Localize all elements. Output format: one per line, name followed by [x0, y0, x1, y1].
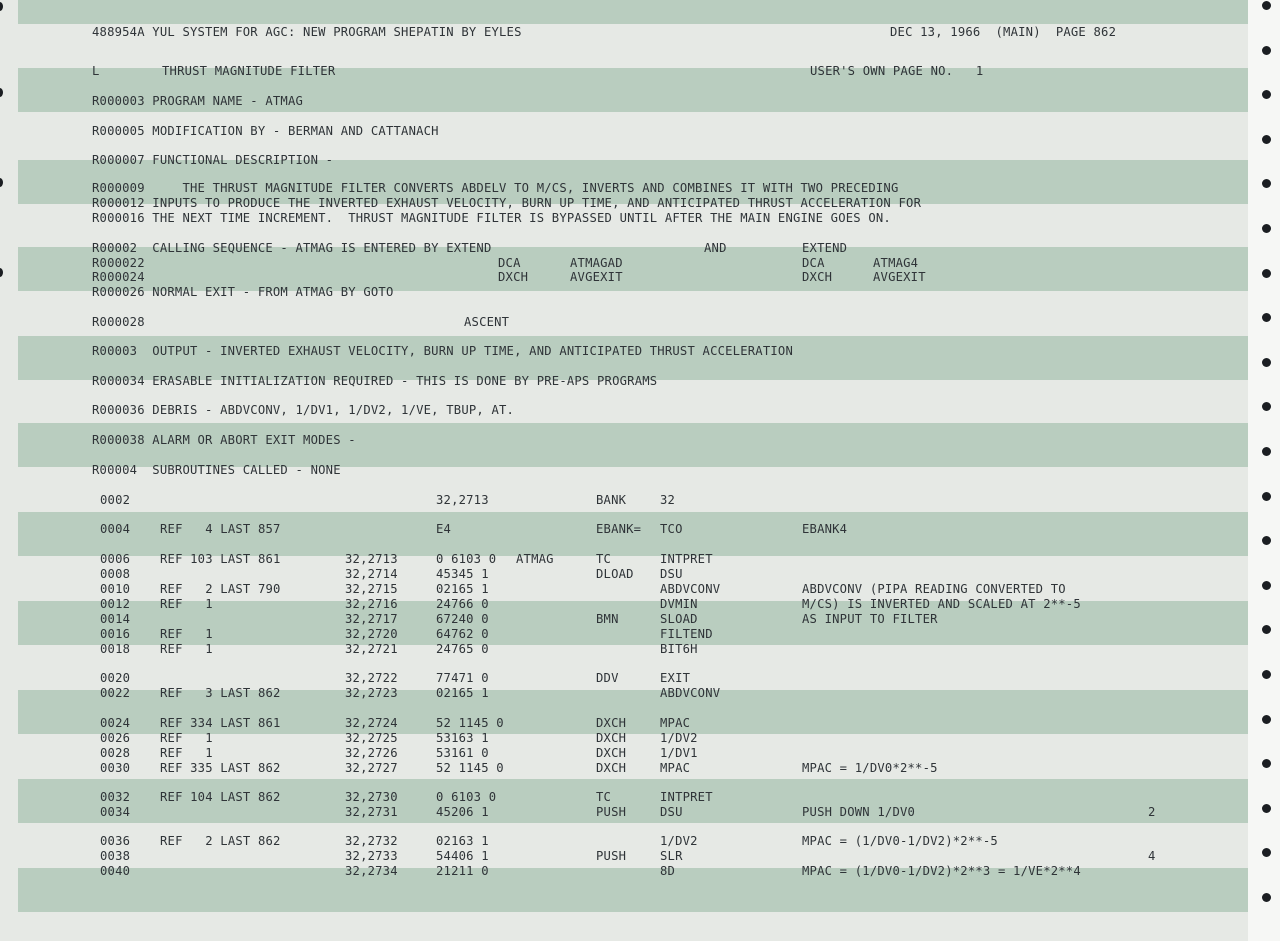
- code-word: 45206 1: [436, 805, 489, 819]
- code-comment: M/CS) IS INVERTED AND SCALED AT 2**-5: [802, 597, 1081, 611]
- tractor-hole: [1262, 358, 1271, 367]
- code-line: 0020: [100, 671, 131, 685]
- code-word: 32,2713: [436, 493, 489, 507]
- comment-line: R000012 INPUTS TO PRODUCE THE INVERTED EXHAUST VELOCITY, BURN UP TIME, AND ANTICIPATED THRUST ACCELERATION FOR: [92, 196, 922, 210]
- code-addr: 32,2731: [345, 805, 398, 819]
- comment-line: R000009 THE THRUST MAGNITUDE FILTER CONVERTS ABDELV TO M/CS, INVERTS AND COMBINES IT WITH TWO PRECEDING: [92, 181, 899, 195]
- code-line: 0040: [100, 864, 131, 878]
- code-line: 0018: [100, 642, 131, 656]
- code-addr: 32,2723: [345, 686, 398, 700]
- code-ref: REF 2 LAST 862: [160, 834, 281, 848]
- code-op: DXCH: [596, 761, 627, 775]
- calling-op: EXTEND: [802, 241, 848, 255]
- code-word: 52 1145 0: [436, 716, 504, 730]
- tractor-hole: [0, 178, 3, 187]
- code-word: 02165 1: [436, 582, 489, 596]
- code-ref: REF 1: [160, 746, 213, 760]
- code-operand: DVMIN: [660, 597, 698, 611]
- comment-line: R00003 OUTPUT - INVERTED EXHAUST VELOCITY, BURN UP TIME, AND ANTICIPATED THRUST ACCELERATION: [92, 344, 793, 358]
- calling-arg: ATMAG4: [873, 256, 919, 270]
- comment-line: R000036 DEBRIS - ABDVCONV, 1/DV1, 1/DV2, 1/VE, TBUP, AT.: [92, 403, 515, 417]
- code-line: 0004: [100, 522, 131, 536]
- section-title: THRUST MAGNITUDE FILTER: [162, 64, 336, 78]
- code-op: DXCH: [596, 716, 627, 730]
- tractor-hole: [1262, 269, 1271, 278]
- code-operand: SLOAD: [660, 612, 698, 626]
- calling-arg: AVGEXIT: [570, 270, 623, 284]
- comment-line: R00002 CALLING SEQUENCE - ATMAG IS ENTERED BY EXTEND: [92, 241, 492, 255]
- code-word: 24766 0: [436, 597, 489, 611]
- code-addr: 32,2727: [345, 761, 398, 775]
- code-ref: REF 2 LAST 790: [160, 582, 281, 596]
- tractor-hole: [1262, 715, 1271, 724]
- code-op: DDV: [596, 671, 619, 685]
- code-line: 0002: [100, 493, 131, 507]
- code-operand: ABDVCONV: [660, 582, 721, 596]
- code-operand: FILTEND: [660, 627, 713, 641]
- section-mark: L: [92, 64, 100, 78]
- code-word: 0 6103 0: [436, 552, 497, 566]
- code-ref: REF 1: [160, 731, 213, 745]
- code-addr: 32,2720: [345, 627, 398, 641]
- code-ref: REF 1: [160, 627, 213, 641]
- code-line: 0012: [100, 597, 131, 611]
- tractor-hole: [1262, 804, 1271, 813]
- code-op: DLOAD: [596, 567, 634, 581]
- calling-and: AND: [704, 241, 727, 255]
- tractor-hole: [1262, 1, 1271, 10]
- comment-line: R000016 THE NEXT TIME INCREMENT. THRUST MAGNITUDE FILTER IS BYPASSED UNTIL AFTER THE MAIN ENGINE GOES ON.: [92, 211, 891, 225]
- code-operand: 1/DV1: [660, 746, 698, 760]
- code-operand: MPAC: [660, 761, 691, 775]
- code-word: 54406 1: [436, 849, 489, 863]
- code-word: 0 6103 0: [436, 790, 497, 804]
- code-op: BMN: [596, 612, 619, 626]
- code-label: ATMAG: [516, 552, 554, 566]
- code-word: 24765 0: [436, 642, 489, 656]
- code-word: E4: [436, 522, 452, 536]
- code-word: 52 1145 0: [436, 761, 504, 775]
- code-line: 0034: [100, 805, 131, 819]
- code-addr: 32,2726: [345, 746, 398, 760]
- code-operand: 8D: [660, 864, 676, 878]
- code-word: 53163 1: [436, 731, 489, 745]
- code-ref: REF 4 LAST 857: [160, 522, 281, 536]
- calling-arg: AVGEXIT: [873, 270, 926, 284]
- header-date-page: DEC 13, 1966 (MAIN) PAGE 862: [890, 25, 1117, 39]
- code-line: 0032: [100, 790, 131, 804]
- code-op: EBANK=: [596, 522, 642, 536]
- code-line: 0006: [100, 552, 131, 566]
- code-operand: EXIT: [660, 671, 691, 685]
- code-line: 0028: [100, 746, 131, 760]
- code-ref: REF 103 LAST 861: [160, 552, 281, 566]
- code-op: PUSH: [596, 849, 627, 863]
- comment-line: R00004 SUBROUTINES CALLED - NONE: [92, 463, 341, 477]
- code-addr: 32,2733: [345, 849, 398, 863]
- code-margin: 4: [1148, 849, 1156, 863]
- code-word: 02163 1: [436, 834, 489, 848]
- code-line: 0016: [100, 627, 131, 641]
- code-operand: 1/DV2: [660, 834, 698, 848]
- tractor-hole: [1262, 670, 1271, 679]
- code-operand: INTPRET: [660, 552, 713, 566]
- comment-line: R000034 ERASABLE INITIALIZATION REQUIRED - THIS IS DONE BY PRE-APS PROGRAMS: [92, 374, 658, 388]
- code-comment: EBANK4: [802, 522, 848, 536]
- code-word: 45345 1: [436, 567, 489, 581]
- code-ref: REF 3 LAST 862: [160, 686, 281, 700]
- tractor-hole: [0, 2, 3, 11]
- code-margin: 2: [1148, 805, 1156, 819]
- code-ref: REF 334 LAST 861: [160, 716, 281, 730]
- code-operand: ABDVCONV: [660, 686, 721, 700]
- code-op: TC: [596, 552, 612, 566]
- code-operand: TCO: [660, 522, 683, 536]
- code-comment: AS INPUT TO FILTER: [802, 612, 938, 626]
- code-line: 0022: [100, 686, 131, 700]
- code-addr: 32,2725: [345, 731, 398, 745]
- code-addr: 32,2713: [345, 552, 398, 566]
- code-operand: MPAC: [660, 716, 691, 730]
- calling-op: DXCH: [802, 270, 833, 284]
- code-comment: PUSH DOWN 1/DV0: [802, 805, 916, 819]
- code-operand: 1/DV2: [660, 731, 698, 745]
- code-word: 02165 1: [436, 686, 489, 700]
- code-addr: 32,2734: [345, 864, 398, 878]
- code-line: 0030: [100, 761, 131, 775]
- code-ref: REF 335 LAST 862: [160, 761, 281, 775]
- code-addr: 32,2724: [345, 716, 398, 730]
- code-line: 0038: [100, 849, 131, 863]
- tractor-hole: [1262, 581, 1271, 590]
- calling-op: DXCH: [498, 270, 529, 284]
- code-comment: MPAC = 1/DV0*2**-5: [802, 761, 938, 775]
- code-comment: ABDVCONV (PIPA READING CONVERTED TO: [802, 582, 1066, 596]
- code-op: BANK: [596, 493, 627, 507]
- code-op: DXCH: [596, 746, 627, 760]
- code-op: DXCH: [596, 731, 627, 745]
- tractor-hole: [1262, 447, 1271, 456]
- code-addr: 32,2717: [345, 612, 398, 626]
- code-word: 67240 0: [436, 612, 489, 626]
- code-op: PUSH: [596, 805, 627, 819]
- code-line: 0014: [100, 612, 131, 626]
- comment-line: R000026 NORMAL EXIT - FROM ATMAG BY GOTO: [92, 285, 394, 299]
- code-word: 21211 0: [436, 864, 489, 878]
- tractor-hole: [1262, 893, 1271, 902]
- calling-arg: ATMAGAD: [570, 256, 623, 270]
- comment-line: R000022: [92, 256, 145, 270]
- code-op: TC: [596, 790, 612, 804]
- code-addr: 32,2721: [345, 642, 398, 656]
- code-word: 64762 0: [436, 627, 489, 641]
- code-ref: REF 104 LAST 862: [160, 790, 281, 804]
- header-title: 488954A YUL SYSTEM FOR AGC: NEW PROGRAM SHEPATIN BY EYLES: [92, 25, 522, 39]
- code-operand: SLR: [660, 849, 683, 863]
- comment-line: R000028: [92, 315, 145, 329]
- code-addr: 32,2732: [345, 834, 398, 848]
- code-line: 0036: [100, 834, 131, 848]
- code-addr: 32,2716: [345, 597, 398, 611]
- code-ref: REF 1: [160, 597, 213, 611]
- comment-line: R000007 FUNCTIONAL DESCRIPTION -: [92, 153, 334, 167]
- comment-line: R000005 MODIFICATION BY - BERMAN AND CATTANACH: [92, 124, 439, 138]
- code-operand: DSU: [660, 805, 683, 819]
- comment-line: R000003 PROGRAM NAME - ATMAG: [92, 94, 304, 108]
- tractor-hole: [1262, 492, 1271, 501]
- user-page-number: USER'S OWN PAGE NO. 1: [810, 64, 984, 78]
- tractor-hole: [1262, 135, 1271, 144]
- code-operand: DSU: [660, 567, 683, 581]
- code-addr: 32,2722: [345, 671, 398, 685]
- code-line: 0026: [100, 731, 131, 745]
- comment-line: R000024: [92, 270, 145, 284]
- code-line: 0010: [100, 582, 131, 596]
- code-addr: 32,2730: [345, 790, 398, 804]
- code-operand: 32: [660, 493, 676, 507]
- code-addr: 32,2715: [345, 582, 398, 596]
- code-comment: MPAC = (1/DV0-1/DV2)*2**3 = 1/VE*2**4: [802, 864, 1081, 878]
- tractor-hole: [1262, 224, 1271, 233]
- code-line: 0008: [100, 567, 131, 581]
- code-comment: MPAC = (1/DV0-1/DV2)*2**-5: [802, 834, 998, 848]
- tractor-hole: [1262, 46, 1271, 55]
- code-word: 77471 0: [436, 671, 489, 685]
- code-ref: REF 1: [160, 642, 213, 656]
- code-operand: INTPRET: [660, 790, 713, 804]
- comment-line: R000038 ALARM OR ABORT EXIT MODES -: [92, 433, 356, 447]
- code-line: 0024: [100, 716, 131, 730]
- calling-op: DCA: [498, 256, 521, 270]
- code-word: 53161 0: [436, 746, 489, 760]
- greenbar-band: [18, 0, 1248, 24]
- code-operand: BIT6H: [660, 642, 698, 656]
- calling-op: DCA: [802, 256, 825, 270]
- code-addr: 32,2714: [345, 567, 398, 581]
- ascent-label: ASCENT: [464, 315, 510, 329]
